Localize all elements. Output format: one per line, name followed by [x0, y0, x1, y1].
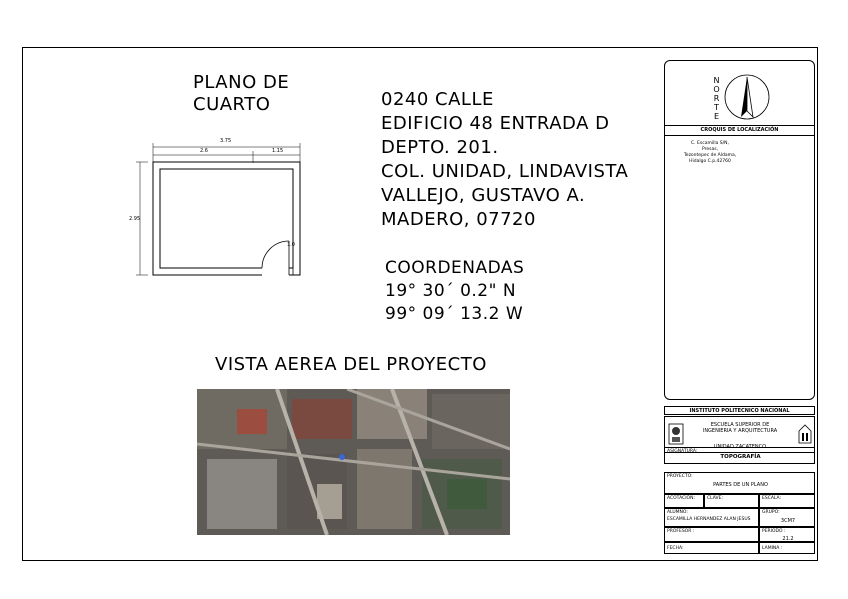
- dim-left: 2.6: [200, 148, 208, 154]
- periodo-label: PERIODO :: [762, 529, 786, 534]
- dim-height: 2.95: [129, 216, 141, 222]
- periodo-cell: [759, 527, 815, 542]
- plan-title-line1: PLANO DE: [193, 72, 290, 93]
- subject-cell: [664, 447, 815, 464]
- title-block: [664, 406, 815, 556]
- project-value: PARTES DE UN PLANO: [713, 482, 768, 488]
- alumno-label: ALUMNO:: [667, 510, 688, 515]
- croquis-address: [675, 141, 745, 165]
- escala-label: ESCALA:: [762, 496, 782, 501]
- coordinates-lon: 99° 09´ 13.2 W: [385, 304, 524, 324]
- fecha-cell: [664, 542, 759, 554]
- croquis-line1: C. Escamilla S/N,: [691, 141, 729, 146]
- north-label: NORTE: [713, 76, 721, 121]
- divider: [665, 135, 814, 136]
- alumno-cell: [664, 508, 759, 527]
- profesor-label: PROFESOR :: [667, 529, 695, 534]
- croquis-line3: Tezontepec de Aldama,: [683, 153, 737, 158]
- clave-cell: [704, 494, 759, 508]
- address-block: [381, 88, 628, 232]
- school-line2: INGENIERIA Y ARQUITECTURA: [702, 428, 778, 434]
- escala-cell: [759, 494, 815, 508]
- dim-right: 1.15: [272, 148, 284, 154]
- grupo-label: GRUPO:: [762, 510, 780, 515]
- plan-title-line2: CUARTO: [193, 94, 271, 115]
- unit-name: UNIDAD ZACATENCO: [713, 444, 767, 450]
- periodo-value: 21.2: [782, 536, 794, 542]
- aerial-title: VISTA AEREA DEL PROYECTO: [215, 354, 487, 375]
- croquis-title: CROQUIS DE LOCALIZACIÓN: [700, 127, 779, 133]
- location-sketch-panel: [664, 60, 815, 400]
- plan-title: [193, 72, 289, 116]
- alumno-value: ESCAMILLA HERNANDEZ ALAN JESUS: [667, 517, 751, 522]
- subject-label: ASIGNATURA:: [667, 449, 698, 454]
- coordinates-heading: COORDENADAS: [385, 258, 525, 278]
- divider: [665, 125, 814, 126]
- esia-logo-icon: [797, 423, 813, 445]
- coordinates-lat: 19° 30´ 0.2" N: [385, 281, 517, 301]
- subject-value: TOPOGRAFÍA: [720, 454, 761, 460]
- fecha-label: FECHA:: [667, 546, 684, 551]
- acotacion-label: ACOTACIÓN:: [667, 496, 695, 501]
- aerial-photo: [197, 389, 510, 535]
- croquis-line4: Hidalgo C.p.42760: [689, 159, 731, 164]
- address-line3: DEPTO. 201.: [381, 137, 499, 158]
- address-line5: VALLEJO, GUSTAVO A.: [381, 185, 586, 206]
- institute-name: INSTITUTO POLITECNICO NACIONAL: [664, 406, 815, 415]
- lamina-cell: [759, 542, 815, 554]
- room-plan-drawing: [128, 135, 303, 283]
- address-line2: EDIFICIO 48 ENTRADA D: [381, 113, 610, 134]
- dim-total-width: 3.75: [220, 138, 232, 144]
- address-line4: COL. UNIDAD, LINDAVISTA: [381, 161, 629, 182]
- profesor-cell: [664, 527, 759, 542]
- acotacion-cell: [664, 494, 704, 508]
- coordinates-block: [385, 257, 524, 326]
- grupo-cell: [759, 508, 815, 527]
- address-line6: MADERO, 07720: [381, 209, 536, 230]
- lamina-label: LAMINA :: [762, 546, 783, 551]
- ipn-logo-icon: [668, 423, 684, 445]
- address-line1: 0240 CALLE: [381, 89, 494, 110]
- school-line1: ESCUELA SUPERIOR DE: [710, 422, 770, 428]
- clave-label: CLAVE:: [707, 496, 723, 501]
- grupo-value: 3CM7: [780, 518, 796, 524]
- project-cell: [664, 472, 815, 494]
- school-name: [685, 422, 795, 434]
- dim-door: 1.0: [287, 242, 295, 248]
- project-label: PROYECTO:: [667, 474, 693, 479]
- croquis-line2: Presas,: [701, 147, 719, 152]
